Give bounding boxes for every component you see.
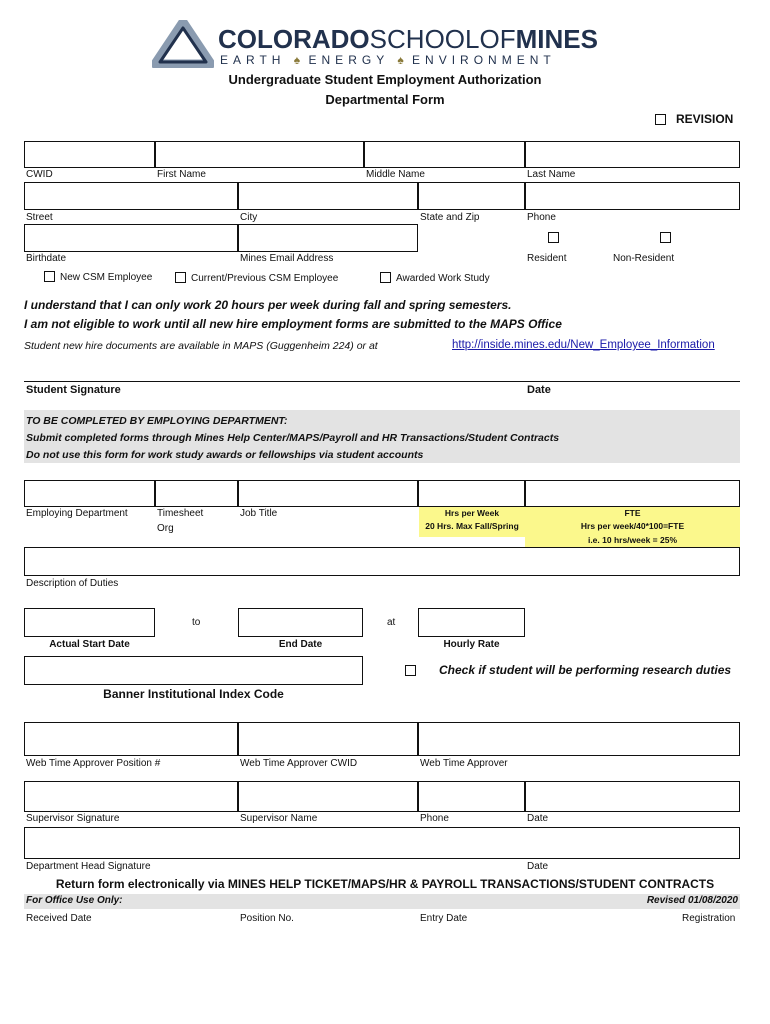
work-study-checkbox[interactable] (380, 272, 391, 283)
city-input[interactable] (238, 182, 418, 210)
return-note: Return form electronically via MINES HELP TICKET/MAPS/HR & PAYROLL TRANSACTIONS/STUDENT CONTRACTS (55, 877, 715, 891)
supervisor-date-input[interactable] (525, 781, 740, 812)
form-subtitle: Departmental Form (325, 92, 445, 107)
supervisor-name-input[interactable] (238, 781, 418, 812)
approver-position-input[interactable] (24, 722, 238, 756)
statement-line2: I am not eligible to work until all new hire employment forms are submitted to the MAPS Office (24, 317, 562, 331)
state-zip-input[interactable] (418, 182, 525, 210)
logo-wordmark (218, 26, 598, 52)
notice-line2: Submit completed forms through Mines Help Center/MAPS/Payroll and HR Transactions/Student Contracts (26, 432, 560, 444)
logo-mines: MINES (515, 24, 598, 54)
birthdate-input[interactable] (24, 224, 238, 252)
phone-label: Phone (527, 212, 556, 223)
student-signature-label: Student Signature (26, 384, 121, 396)
description-label: Description of Duties (26, 578, 119, 589)
statement-line3: Student new hire documents are available in MAPS (Guggenheim 224) or at (24, 340, 378, 352)
tagline-environment: ENVIRONMENT (412, 53, 556, 67)
dept-head-signature-input[interactable] (24, 827, 740, 859)
supervisor-phone-input[interactable] (418, 781, 525, 812)
position-no-label: Position No. (240, 913, 294, 924)
supervisor-signature-label: Supervisor Signature (26, 813, 120, 824)
approver-cwid-label: Web Time Approver CWID (240, 758, 358, 769)
timesheet-label: Timesheet (157, 508, 204, 519)
description-input[interactable] (24, 547, 740, 576)
entry-date-label: Entry Date (420, 913, 468, 924)
approver-label: Web Time Approver (420, 758, 508, 769)
fte-input[interactable] (525, 480, 740, 507)
registration-label: Registration (682, 913, 736, 924)
supervisor-name-label: Supervisor Name (240, 813, 318, 824)
supervisor-phone-label: Phone (420, 813, 449, 824)
notice-line3: Do not use this form for work study awards or fellowships via student accounts (26, 449, 424, 461)
office-use-bar (24, 894, 740, 909)
last-name-label: Last Name (527, 169, 576, 180)
tagline-diamond-icon: ♠ (397, 53, 404, 67)
employing-department-label: Employing Department (26, 508, 128, 519)
resident-checkbox[interactable] (548, 232, 559, 243)
work-study-label: Awarded Work Study (396, 273, 490, 284)
student-signature-line[interactable] (24, 381, 740, 382)
city-label: City (240, 212, 258, 223)
approver-position-label: Web Time Approver Position # (26, 758, 161, 769)
new-employee-label: New CSM Employee (60, 272, 153, 283)
fte-formula-label: Hrs per week/40*100=FTE (580, 521, 685, 531)
non-resident-checkbox[interactable] (660, 232, 671, 243)
phone-input[interactable] (525, 182, 740, 210)
supervisor-date-label: Date (527, 813, 549, 824)
revision-label: REVISION (676, 112, 734, 126)
end-date-input[interactable] (238, 608, 363, 637)
org-label: Org (157, 523, 174, 534)
street-label: Street (26, 212, 53, 223)
middle-name-label: Middle Name (366, 169, 425, 180)
logo-school-of: SCHOOLOF (369, 24, 516, 54)
job-title-label: Job Title (240, 508, 278, 519)
resident-label: Resident (527, 253, 567, 264)
first-name-input[interactable] (155, 141, 364, 168)
first-name-label: First Name (157, 169, 206, 180)
current-employee-label: Current/Previous CSM Employee (191, 273, 339, 284)
current-employee-checkbox[interactable] (175, 272, 186, 283)
end-date-label: End Date (278, 639, 323, 650)
approver-cwid-input[interactable] (238, 722, 418, 756)
at-label: at (387, 617, 396, 628)
department-notice (24, 410, 740, 463)
banner-index-input[interactable] (24, 656, 363, 685)
job-title-input[interactable] (238, 480, 418, 507)
notice-line1: TO BE COMPLETED BY EMPLOYING DEPARTMENT: (26, 415, 288, 427)
student-date-label: Date (527, 384, 551, 396)
research-duties-checkbox[interactable] (405, 665, 416, 676)
start-date-label: Actual Start Date (49, 639, 130, 650)
fte-example-label: i.e. 10 hrs/week = 25% (587, 535, 678, 545)
supervisor-signature-input[interactable] (24, 781, 238, 812)
research-duties-label: Check if student will be performing research duties (439, 663, 732, 677)
new-employee-checkbox[interactable] (44, 271, 55, 282)
tagline-energy: ENERGY (308, 53, 389, 67)
hrs-per-week-input[interactable] (418, 480, 525, 507)
middle-name-input[interactable] (364, 141, 525, 168)
non-resident-label: Non-Resident (613, 253, 675, 264)
dept-head-signature-label: Department Head Signature (26, 861, 151, 872)
approver-input[interactable] (418, 722, 740, 756)
new-employee-info-link[interactable]: http://inside.mines.edu/New_Employee_Information (452, 339, 715, 351)
revision-checkbox[interactable] (655, 114, 666, 125)
form-title: Undergraduate Student Employment Authorization (228, 72, 542, 87)
mines-email-label: Mines Email Address (240, 253, 334, 264)
fte-label: FTE (624, 508, 641, 518)
timesheet-org-input[interactable] (155, 480, 238, 507)
mines-logo-icon (152, 20, 214, 68)
mines-email-input[interactable] (238, 224, 418, 252)
birthdate-label: Birthdate (26, 253, 67, 264)
state-zip-label: State and Zip (420, 212, 480, 223)
hrs-per-week-label: Hrs per Week (444, 508, 500, 518)
logo-colorado: COLORADO (218, 24, 370, 54)
logo-tagline (220, 53, 556, 67)
statement-line1: I understand that I can only work 20 hours per week during fall and spring semesters. (24, 298, 512, 312)
tagline-earth: EARTH (220, 53, 286, 67)
dept-head-date-label: Date (527, 861, 549, 872)
banner-index-label: Banner Institutional Index Code (103, 687, 284, 701)
cwid-label: CWID (26, 169, 53, 180)
hourly-rate-input[interactable] (418, 608, 525, 637)
start-date-input[interactable] (24, 608, 155, 637)
to-label: to (192, 617, 201, 628)
street-input[interactable] (24, 182, 238, 210)
hrs-max-label: 20 Hrs. Max Fall/Spring (425, 521, 519, 531)
office-use-label: For Office Use Only: (26, 895, 123, 906)
last-name-input[interactable] (525, 141, 740, 168)
employing-department-input[interactable] (24, 480, 155, 507)
received-date-label: Received Date (26, 913, 92, 924)
tagline-diamond-icon: ♠ (293, 53, 301, 67)
cwid-input[interactable] (24, 141, 155, 168)
hourly-rate-label: Hourly Rate (443, 639, 500, 650)
revised-label: Revised 01/08/2020 (646, 895, 738, 906)
